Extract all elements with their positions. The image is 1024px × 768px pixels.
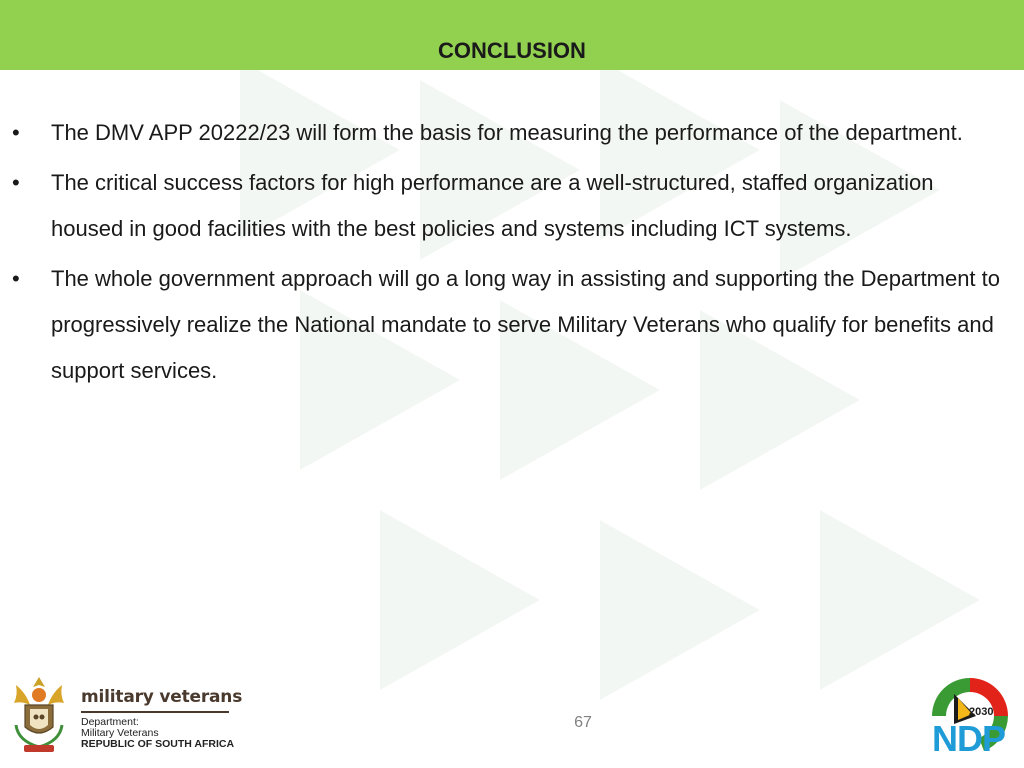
country-name: REPUBLIC OF SOUTH AFRICA [81, 738, 235, 750]
ndp-year: 2030 [969, 706, 994, 718]
military-veterans-title: military veterans [81, 687, 243, 707]
ndp-wordmark: NDP [932, 718, 1006, 759]
bullet-marker: • [12, 120, 20, 145]
slide-title: CONCLUSION [438, 38, 586, 63]
bullet-item [0, 110, 1024, 156]
bullet-text: The whole government approach will go a long way in assisting and supporting the Department to progressively realize the National mandate to serve Military Veterans who qualify for benefits and support services. [51, 266, 1000, 383]
bullet-item [0, 160, 1024, 252]
bullet-text: The DMV APP 20222/23 will form the basis for measuring the performance of the department. [51, 120, 963, 145]
department-label: Department: [81, 716, 139, 728]
military-veterans-logo [8, 675, 243, 755]
department-name: Military Veterans [81, 727, 159, 739]
logo-divider [81, 711, 229, 713]
bullet-marker: • [12, 266, 20, 291]
bullet-text: The critical success factors for high performance are a well-structured, staffed organization housed in good facilities with the best policies and systems including ICT systems. [51, 170, 934, 241]
bullet-item [0, 256, 1024, 394]
page-number: 67 [574, 714, 592, 731]
coat-of-arms-icon [8, 675, 70, 755]
bullet-list [0, 110, 1024, 398]
bullet-marker: • [12, 170, 20, 195]
ndp-2030-logo [924, 672, 1016, 760]
